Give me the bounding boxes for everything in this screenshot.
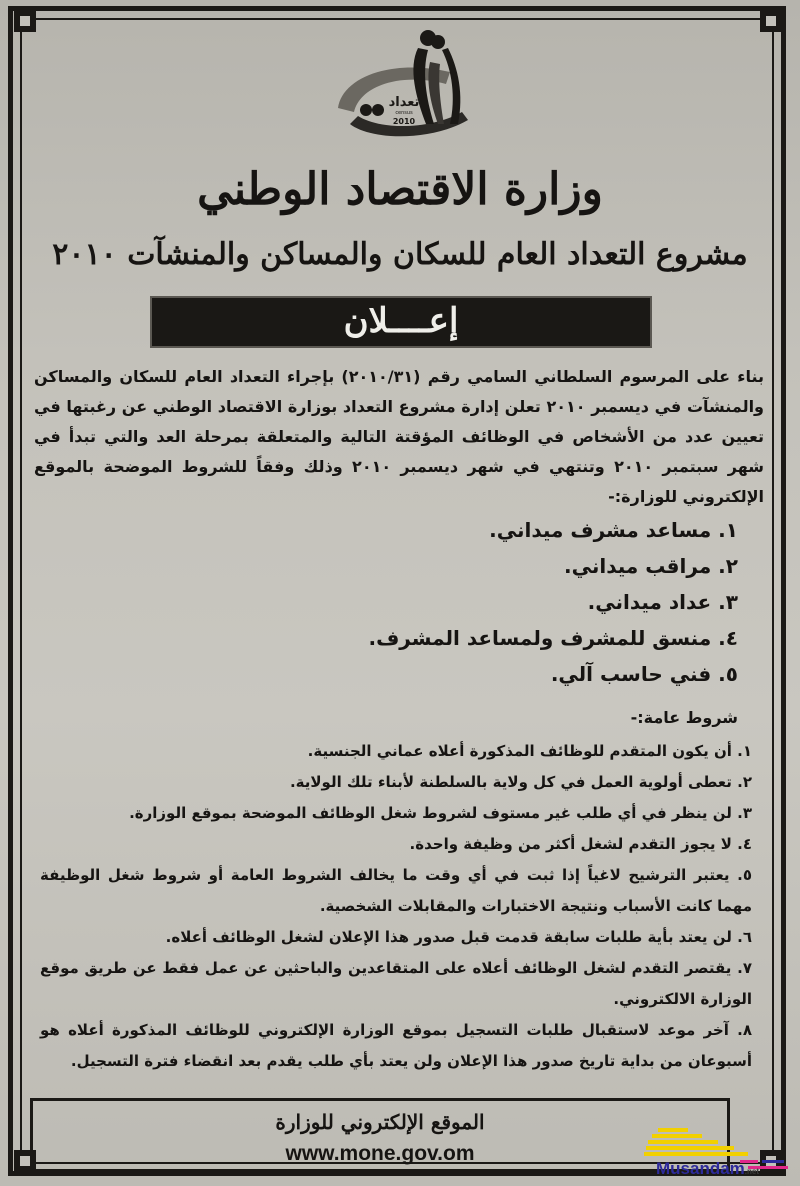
job-item: ٣. عداد ميداني. xyxy=(587,590,738,614)
job-item: ٥. فني حاسب آلي. xyxy=(550,662,738,686)
website-label: الموقع الإلكتروني للوزارة xyxy=(275,1110,485,1134)
job-item: ٤. منسق للمشرف ولمساعد المشرف. xyxy=(368,626,738,650)
condition-item: ٢. تعطى أولوية العمل في كل ولاية بالسلطنة لأبناء تلك الولاية. xyxy=(289,773,752,791)
watermark-text xyxy=(656,1158,792,1180)
watermark-brand: Musandam xyxy=(656,1159,745,1178)
ministry-title: وزارة الاقتصاد الوطني xyxy=(197,164,603,215)
website-url[interactable]: www.mone.gov.om xyxy=(285,1142,475,1165)
condition-item: ٣. لن ينظر في أي طلب غير مستوف لشروط شغل الوظائف الموضحة بموقع الوزارة. xyxy=(129,804,752,822)
job-item: ٢. مراقب ميداني. xyxy=(564,554,738,578)
condition-item: ٨. آخر موعد لاستقبال طلبات التسجيل بموقع الوزارة الإلكتروني للوظائف المذكورة أعلاه هو أسبوعان من بداية تاريخ صدور هذا الإعلان ولن يعتد بأي طلب يقدم بعد انقضاء فترة التسجيل. xyxy=(40,1021,752,1070)
project-title: مشروع التعداد العام للسكان والمساكن والمنشآت ٢٠١٠ xyxy=(52,237,748,272)
census-emblem-icon xyxy=(330,28,475,146)
conditions-list xyxy=(40,736,752,1077)
logo-year: 2010 xyxy=(392,117,416,126)
job-list xyxy=(138,512,738,692)
condition-item: ١. أن يكون المتقدم للوظائف المذكورة أعلاه عماني الجنسية. xyxy=(307,742,752,760)
logo-census-sublabel: census xyxy=(395,110,413,116)
condition-item: ٥. يعتبر الترشيح لاغياً إذا ثبت في أي وقت ما يخالف الشروط العامة أو شروط شغل الوظيفة مهما كانت الأسباب ونتيجة الاختبارات والمقابلات الشخصية. xyxy=(40,866,752,915)
condition-item: ٤. لا يجوز التقدم لشغل أكثر من وظيفة واحدة. xyxy=(409,835,752,853)
corner-ornament-top-left xyxy=(14,10,36,32)
logo-census-label: تعداد xyxy=(388,95,420,110)
intro-paragraph: بناء على المرسوم السلطاني السامي رقم (٢٠١٠/٣١) بإجراء التعداد العام للسكان والمساكن والمنشآت في ديسمبر ٢٠١٠ تعلن إدارة مشروع التعداد بوزارة الاقتصاد الوطني عن رغبتها في تعيين عدد من الأشخاص في الوظائف المؤقتة التالية والمتعلقة بمرحلة العد والتي تبدأ في شهر سبتمبر ٢٠١٠ وتنتهي في شهر ديسمبر ٢٠١٠ وذلك وفقاً للشروط الموضحة بالموقع الإلكتروني للوزارة:- xyxy=(34,367,765,506)
corner-ornament-top-right xyxy=(760,10,782,32)
conditions-title: شروط عامة:- xyxy=(630,708,738,727)
watermark-suffix: .net xyxy=(744,1167,760,1176)
condition-item: ٧. يقتصر التقدم لشغل الوظائف أعلاه على المتقاعدين والباحثين عن عمل فقط عن طريق موقع الوزارة الالكتروني. xyxy=(40,959,752,1008)
condition-item: ٦. لن يعتد بأية طلبات سابقة قدمت قبل صدور هذا الإعلان لشغل الوظائف أعلاه. xyxy=(165,928,752,946)
job-item: ١. مساعد مشرف ميداني. xyxy=(489,518,738,542)
website-box xyxy=(30,1098,730,1172)
announcement-banner: إعــــلان xyxy=(150,296,652,348)
census-logo xyxy=(330,28,475,146)
